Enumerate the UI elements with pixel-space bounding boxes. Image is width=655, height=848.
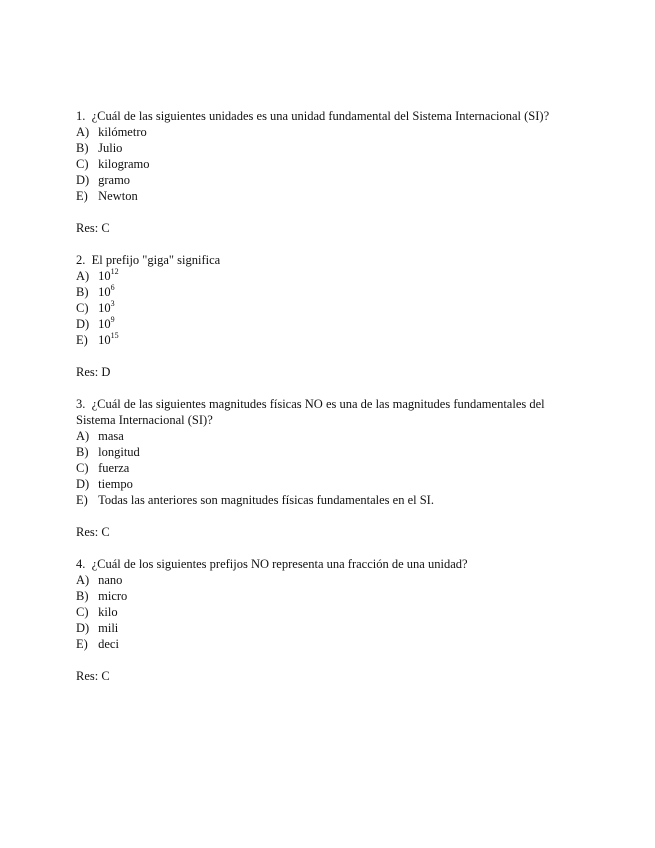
question-text-line [76, 252, 576, 268]
answer-option [76, 332, 576, 348]
correct-option-letter [76, 156, 95, 172]
answer-option [76, 124, 576, 140]
question-number: 4. [76, 557, 86, 571]
option-letter-text: E) [76, 189, 88, 203]
option-letter-text: E) [76, 333, 88, 347]
option-letter [76, 172, 95, 188]
option-letter-text: A) [76, 573, 90, 587]
option-letter [76, 476, 95, 492]
option-letter-text: D) [76, 477, 90, 491]
question-text-line [76, 396, 576, 428]
option-text: 10 [98, 269, 111, 283]
answer-option [76, 492, 576, 508]
option-exponent: 12 [110, 267, 119, 276]
answer-option [76, 476, 576, 492]
option-letter-text: C) [76, 301, 89, 315]
option-text: 10 [98, 285, 111, 299]
option-exponent: 9 [110, 315, 115, 324]
answer-option [76, 140, 576, 156]
option-letter [76, 636, 95, 652]
option-text: fuerza [98, 461, 130, 475]
option-letter-text: B) [76, 589, 89, 603]
question-list [76, 108, 576, 684]
answer-option [76, 172, 576, 188]
answer-option [76, 460, 576, 476]
question-4 [76, 556, 576, 684]
question-2 [76, 252, 576, 380]
option-letter-text: A) [76, 429, 90, 443]
correct-option-letter [76, 604, 95, 620]
option-letter-text: E) [76, 493, 88, 507]
answer-key: Res: C [76, 525, 110, 539]
option-text: deci [98, 637, 119, 651]
answer-option [76, 316, 576, 332]
option-text: kilo [98, 605, 118, 619]
option-letter [76, 588, 95, 604]
option-text: Newton [98, 189, 138, 203]
option-letter-text: C) [76, 461, 89, 475]
option-text: masa [98, 429, 124, 443]
option-text: nano [98, 573, 123, 587]
answer-option [76, 604, 576, 620]
option-letter [76, 332, 95, 348]
option-letter [76, 268, 95, 284]
correct-option-letter [76, 460, 95, 476]
question-text-line [76, 108, 576, 124]
document-page [76, 108, 576, 700]
answer-option [76, 156, 576, 172]
answer-key: Res: C [76, 669, 110, 683]
answer-option [76, 268, 576, 284]
answer-option [76, 284, 576, 300]
option-letter [76, 428, 95, 444]
option-letter [76, 300, 95, 316]
option-text: longitud [98, 445, 140, 459]
option-text: tiempo [98, 477, 133, 491]
option-letter-text: B) [76, 285, 89, 299]
option-letter [76, 124, 95, 140]
question-number: 3. [76, 397, 86, 411]
answer-option [76, 428, 576, 444]
option-letter [76, 572, 95, 588]
option-text: Julio [98, 141, 123, 155]
option-text: micro [98, 589, 128, 603]
option-letter-text: C) [76, 157, 89, 171]
question-text: ¿Cuál de las siguientes magnitudes físicas NO es una de las magnitudes fundamentales del Sistema Internacional (SI)? [76, 397, 545, 427]
option-letter [76, 492, 95, 508]
option-letter [76, 188, 95, 204]
option-text: 10 [98, 317, 111, 331]
option-letter-text: D) [76, 621, 90, 635]
option-letter-text: D) [76, 317, 90, 331]
answer-key: Res: C [76, 221, 110, 235]
answer-key: Res: D [76, 365, 111, 379]
question-text: El prefijo "giga" significa [91, 253, 221, 267]
option-exponent: 3 [110, 299, 115, 308]
answer-option [76, 588, 576, 604]
option-letter-text: A) [76, 269, 90, 283]
option-letter-text: B) [76, 141, 89, 155]
option-letter-text: B) [76, 445, 89, 459]
option-letter [76, 620, 95, 636]
question-text-line [76, 556, 576, 572]
answer-option [76, 300, 576, 316]
option-text: kilogramo [98, 157, 150, 171]
question-text: ¿Cuál de las siguientes unidades es una unidad fundamental del Sistema Internacional (SI)? [91, 109, 550, 123]
question-text: ¿Cuál de los siguientes prefijos NO representa una fracción de una unidad? [91, 557, 468, 571]
answer-option [76, 572, 576, 588]
option-letter-text: C) [76, 605, 89, 619]
option-letter-text: A) [76, 125, 90, 139]
option-text: mili [98, 621, 119, 635]
option-letter [76, 444, 95, 460]
option-exponent: 15 [110, 331, 119, 340]
answer-option [76, 444, 576, 460]
option-text: Todas las anteriores son magnitudes físicas fundamentales en el SI. [98, 493, 434, 507]
correct-option-letter [76, 316, 95, 332]
option-letter-text: E) [76, 637, 88, 651]
answer-option [76, 188, 576, 204]
question-1 [76, 108, 576, 236]
option-letter-text: D) [76, 173, 90, 187]
option-text: kilómetro [98, 125, 147, 139]
option-text: 10 [98, 301, 111, 315]
question-number: 2. [76, 253, 86, 267]
option-text: 10 [98, 333, 111, 347]
option-text: gramo [98, 173, 131, 187]
question-3 [76, 396, 576, 540]
option-letter [76, 140, 95, 156]
question-number: 1. [76, 109, 86, 123]
answer-option [76, 636, 576, 652]
option-exponent: 6 [110, 283, 115, 292]
option-letter [76, 284, 95, 300]
answer-option [76, 620, 576, 636]
